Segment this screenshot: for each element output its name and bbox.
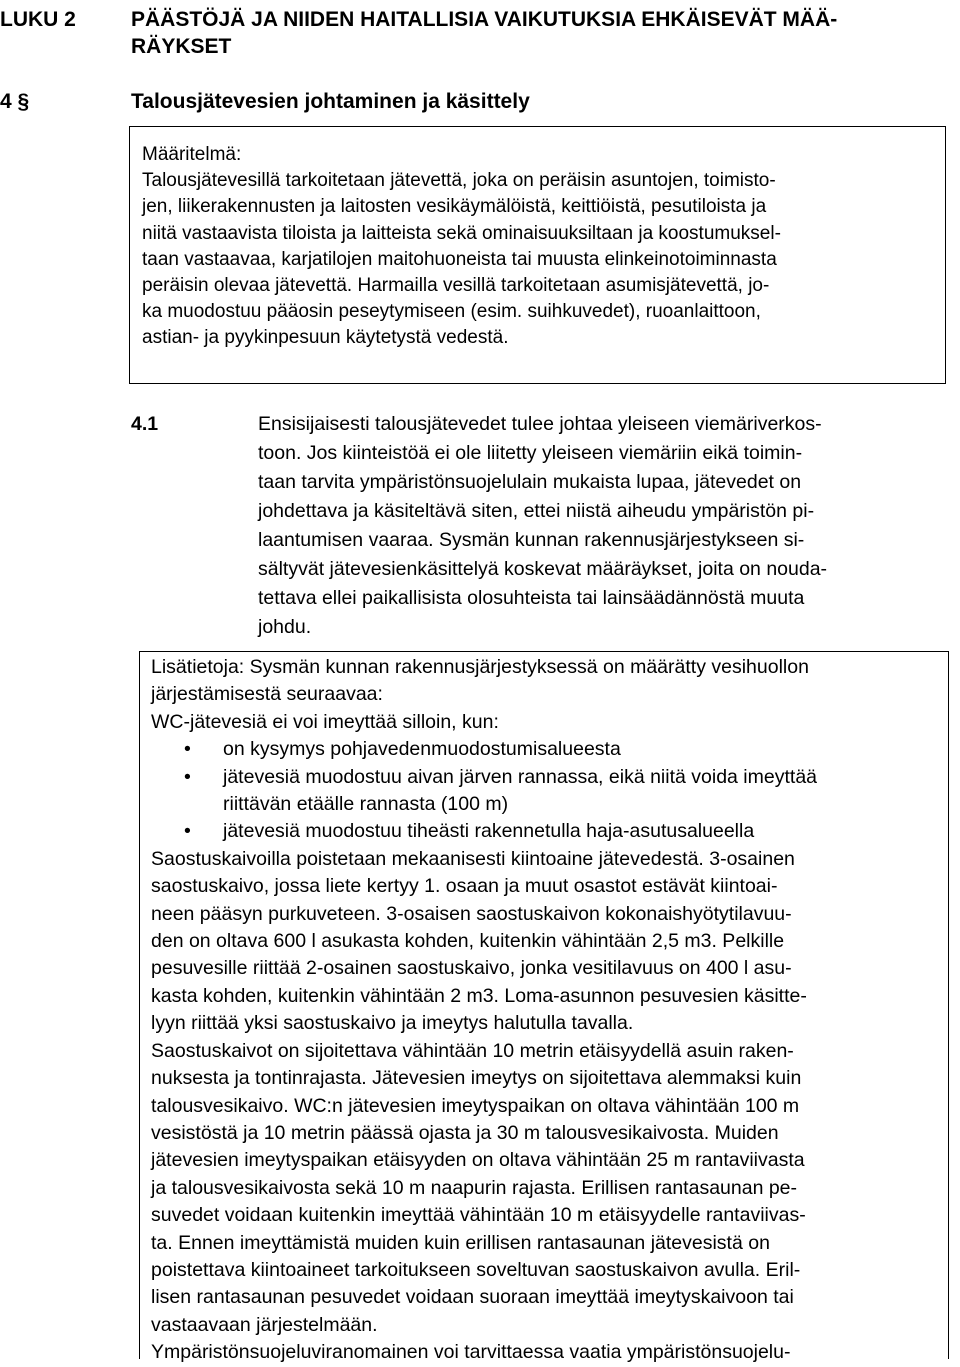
subsection-line: toon. Jos kiinteistöä ei ole liitetty yleiseen viemäriin eikä toimin-: [258, 442, 803, 464]
info-line: suvedet voidaan kuitenkin imeyttää vähintään 10 m etäisyydelle rantaviivas-: [151, 1204, 806, 1227]
subsection-text: [258, 410, 938, 642]
list-item-line: jätevesiä muodostuu aivan järven rannassa, eikä niitä voida imeyttää: [223, 765, 818, 788]
definition-line: taan vastaavaa, karjatilojen maitohuoneista tai muusta elinkeinotoiminnasta: [142, 248, 777, 270]
subsection-line: johdu.: [258, 616, 312, 638]
info-line: Ympäristönsuojeluviranomainen voi tarvittaessa vaatia ympäristönsuojelu-: [151, 1341, 791, 1364]
info-line: den on oltava 600 l asukasta kohden, kuitenkin vähintään 2,5 m3. Pelkille: [151, 930, 785, 953]
definition-box: [129, 126, 946, 384]
subsection-line: laantumisen vaaraa. Sysmän kunnan rakennusjärjestykseen si-: [258, 529, 805, 551]
definition-line: Talousjätevesillä tarkoitetaan jätevettä, joka on peräisin asuntojen, toimisto-: [142, 170, 776, 192]
info-line: kasta kohden, kuitenkin vähintään 2 m3. Loma-asunnon pesuvesien käsitte-: [151, 984, 807, 1007]
chapter-title-line: PÄÄSTÖJÄ JA NIIDEN HAITALLISIA VAIKUTUKSIA EHKÄISEVÄT MÄÄ-: [131, 8, 838, 31]
list-item: [151, 818, 938, 845]
info-line: neen pääsyn purkuveteen. 3-osaisen saostuskaivon kokonaishyötytilavuu-: [151, 902, 792, 925]
info-line: lisen rantasaunan pesuvedet voidaan suoraan imeyttää imeytyskaivoon tai: [151, 1286, 794, 1309]
chapter-title: [131, 6, 931, 60]
subsection-line: tettava ellei paikallisista olosuhteista tai lainsäädännöstä muuta: [258, 587, 805, 609]
info-line: jätevesien imeytyspaikan etäisyyden on oltava vähintään 25 m rantaviivasta: [151, 1149, 805, 1172]
section-title: Talousjätevesien johtaminen ja käsittely: [131, 90, 530, 113]
bullet-list: [151, 736, 938, 846]
bullet-icon: •: [184, 820, 191, 843]
subsection-line: taan tarvita ympäristönsuojelulain mukaista lupaa, jätevedet on: [258, 471, 802, 493]
list-item: [151, 736, 938, 763]
info-line: Saostuskaivot on sijoitettava vähintään 10 metrin etäisyydellä asuin raken-: [151, 1039, 794, 1062]
info-line: saostuskaivo, jossa liete kertyy 1. osaan ja muut osastot estävät kiintoai-: [151, 875, 778, 898]
definition-line: jen, liikerakennusten ja laitosten vesikäymälöistä, keittiöistä, pesutiloista ja: [142, 196, 767, 218]
definition-line: peräisin olevaa jätevettä. Harmailla vesillä tarkoitetaan asumisjätevettä, jo-: [142, 275, 770, 297]
info-line: nuksesta ja tontinrajasta. Jätevesien imeytys on sijoitettava alemmaksi kuin: [151, 1067, 802, 1090]
subsection-line: Ensisijaisesti talousjätevedet tulee johtaa yleiseen viemäriverkos-: [258, 413, 822, 435]
list-item-line: jätevesiä muodostuu tiheästi rakennetulla haja-asutusalueella: [223, 820, 755, 843]
list-item-line: on kysymys pohjavedenmuodostumisalueesta: [223, 738, 621, 761]
info-line: ja talousvesikaivosta sekä 10 m naapurin rajasta. Erillisen rantasaunan pe-: [151, 1176, 798, 1199]
list-item: [151, 764, 938, 819]
definition-line: Määritelmä:: [142, 144, 242, 165]
info-line: ta. Ennen imeyttämistä muiden kuin erillisen rantasaunan jätevesistä on: [151, 1231, 770, 1254]
info-line: talousvesikaivo. WC:n jätevesien imeytyspaikan on oltava vähintään 100 m: [151, 1094, 800, 1117]
info-line: poistettava kiintoaineet tarkoitukseen soveltuvan saostuskaivon avulla. Eril-: [151, 1258, 801, 1281]
info-line: Saostuskaivoilla poistetaan mekaanisesti kiintoaine jätevedestä. 3-osainen: [151, 847, 795, 870]
info-line: järjestämisestä seuraavaa:: [151, 683, 383, 706]
info-line: Lisätietoja: Sysmän kunnan rakennusjärjestyksessä on määrätty vesihuollon: [151, 656, 809, 678]
bullet-icon: •: [184, 738, 191, 761]
definition-line: astian- ja pyykinpesuun käytetystä vedestä.: [142, 327, 509, 349]
definition-line: ka muodostuu pääosin peseytymiseen (esim. suihkuvedet), ruoanlaittoon,: [142, 301, 761, 323]
info-box: [139, 651, 949, 1364]
bullet-icon: •: [184, 765, 191, 788]
subsection-line: sältyvät jätevesienkäsittelyä koskevat määräykset, joita on nouda-: [258, 558, 828, 580]
info-line: lyyn riittää yksi saostuskaivo ja imeytys halutulla tavalla.: [151, 1012, 634, 1035]
chapter-number: LUKU 2: [0, 8, 76, 31]
subsection-line: johdettava ja käsiteltävä siten, ettei niistä aiheudu ympäristön pi-: [258, 500, 815, 522]
definition-line: niitä vastaavista tiloista ja laitteista sekä ominaisuuksiltaan ja koostumuksel-: [142, 222, 781, 244]
section-number: 4 §: [0, 90, 30, 113]
info-line: vastaavaan järjestelmään.: [151, 1313, 378, 1336]
subsection-number: 4.1: [131, 413, 159, 435]
chapter-title-line: RÄYKSET: [131, 35, 232, 58]
info-line: WC-jätevesiä ei voi imeyttää silloin, kun:: [151, 710, 499, 733]
info-line: pesuvesille riittää 2-osainen saostuskaivo, jonka vesitilavuus on 400 l asu-: [151, 957, 792, 980]
list-item-line: riittävän etäälle rannasta (100 m): [223, 793, 509, 816]
info-line: vesistöstä ja 10 metrin päässä ojasta ja 30 m talousvesikaivosta. Muiden: [151, 1121, 779, 1144]
